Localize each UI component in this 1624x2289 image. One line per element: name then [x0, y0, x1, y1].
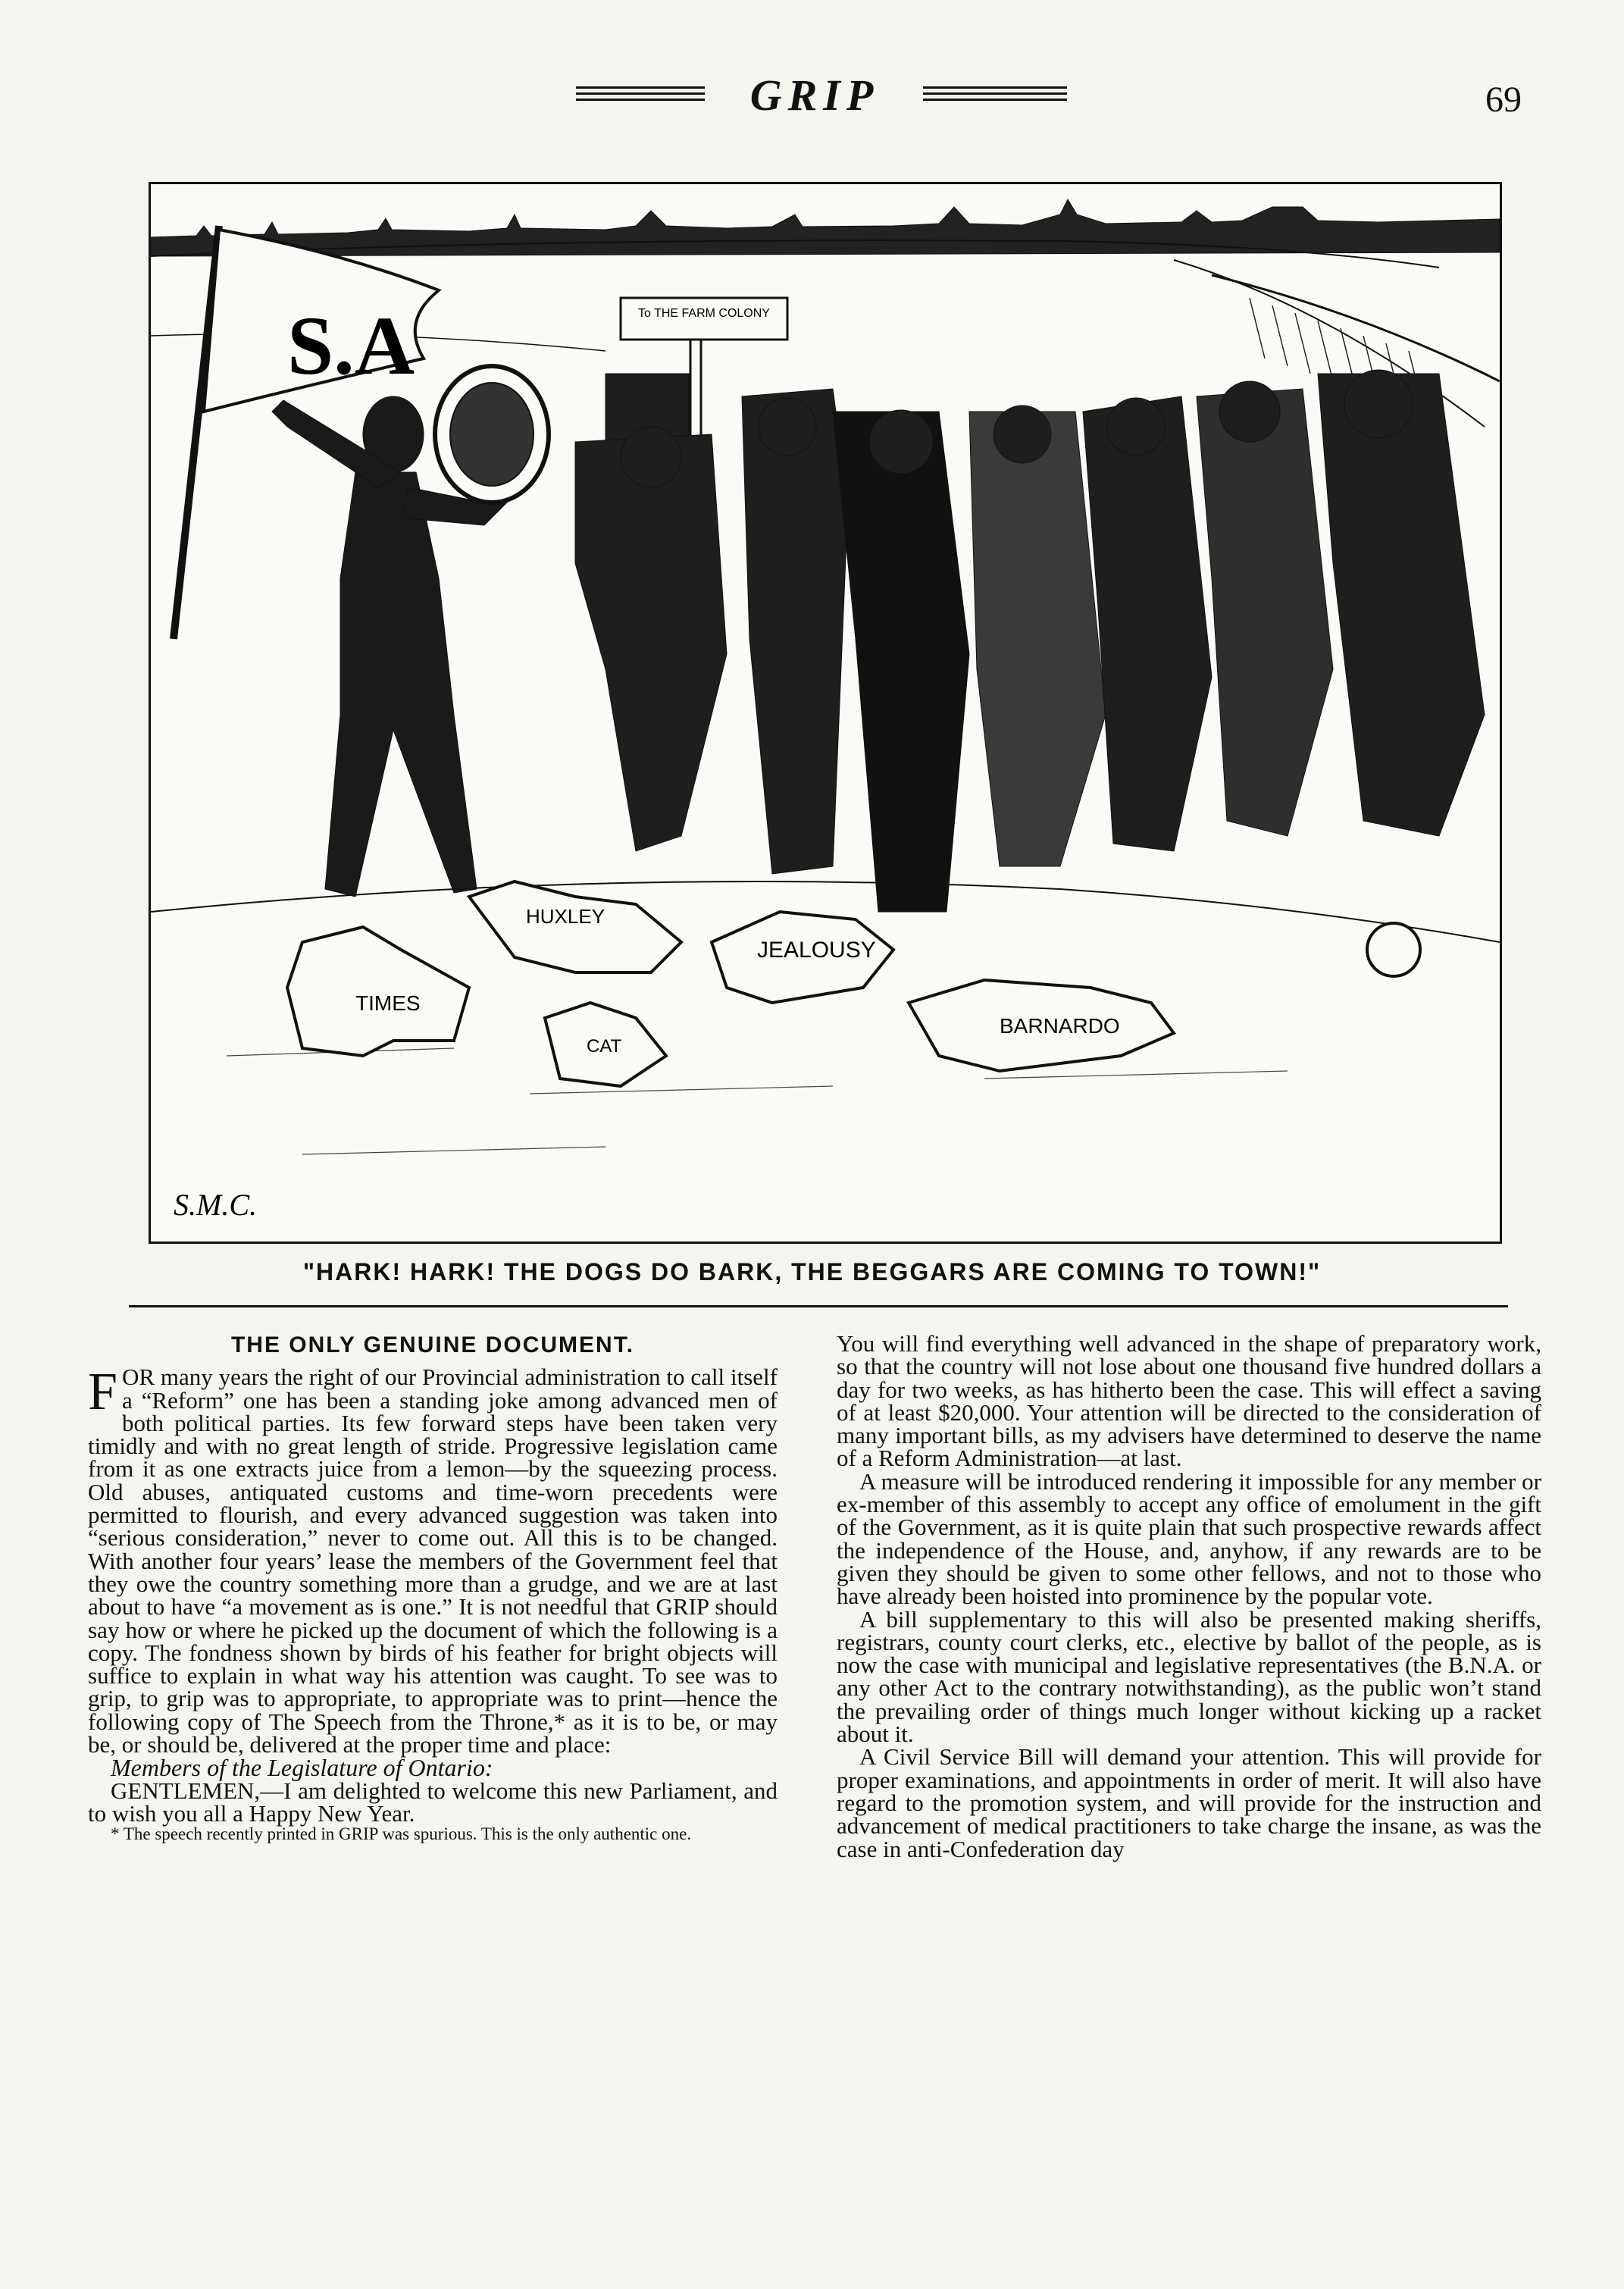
- intro-text: OR many years the right of our Provincial administration to call itself a “Reform” one has been a standing joke among advanced men of both political parties. Its few forward steps have been taken very timidly and with no great length of stride. Progressive legislation came from it as one extracts juice from a lemon—by the squeezing process. Old abuses, antiquated customs and time-worn precedents were permitted to flourish, and every advanced suggestion was taken into “serious consideration,” never to come out. All this is to be changed. With another four years’ lease the members of the Government feel that they owe the country something more than a grudge, and we are at last about to have “a movement as is one.” It is not needful that GRIP should say how or where he picked up the document of which the following is a copy. The fondness shown by birds of his feather for bright objects will suffice to explain in what way his attention was caught. To see was to grip, to grip was to appropriate, to appropriate was to print—hence the following copy of The Speech from the Throne,* as it is to be, or may be, or should be, delivered at the proper time and place:: [88, 1364, 778, 1758]
- article-heading: THE ONLY GENUINE DOCUMENT.: [230, 1332, 635, 1357]
- right-column: [837, 1332, 1541, 1861]
- dog-label-jealousy: JEALOUSY: [757, 938, 876, 963]
- masthead: [0, 70, 1624, 123]
- masthead-rule-right: [923, 86, 1067, 105]
- flag-text: S.A: [287, 299, 415, 392]
- right-paragraph-4: A Civil Service Bill will demand your attention. This will provide for proper examinations, and appointments in order of merit. It will also have regard to the promotion system, and will provide for the instruction and advancement of medical practitioners to take charge the insane, as was the case in anti-Confederation day: [837, 1743, 1541, 1862]
- artist-signature: S.M.C.: [174, 1188, 257, 1222]
- gentlemen-label: GENTLEMEN,: [111, 1777, 261, 1804]
- cartoon-caption: "HARK! HARK! THE DOGS DO BARK, THE BEGGARS ARE COMING TO TOWN!": [302, 1258, 1322, 1285]
- footnote: * The speech recently printed in GRIP was spurious. This is the only authentic one.: [111, 1824, 692, 1844]
- caption-divider: [129, 1305, 1508, 1307]
- dogs-pack: [287, 881, 1420, 1086]
- page-number: 69: [1485, 80, 1522, 120]
- signpost-text: To THE FARM COLONY: [638, 307, 770, 320]
- publication-title: GRIP: [749, 70, 880, 120]
- left-column: [88, 1332, 778, 1843]
- right-paragraph-1: You will find everything well advanced in the shape of preparatory work, so that the country will not lose about one thousand five hundred dollars a day for two weeks, as has hitherto been the case. This will effect a saving of at least $20,000. Your attention will be directed to the consideration of many important bills, as my advisers have determined to deserve the name of a Reform Administration—at last.: [837, 1330, 1541, 1472]
- dog-label-cat: CAT: [587, 1036, 622, 1057]
- cartoon-illustration: [149, 182, 1502, 1244]
- right-paragraph-3: A bill supplementary to this will also be presented making sheriffs, registrars, county court clerks, etc., elective by ballot of the people, as is now the case with municipal and legislative representatives (the B.N.A. or any other Act to the contrary notwithstanding), as the public won’t stand the prevailing order of things much longer without kicking up a racket about it.: [837, 1605, 1541, 1748]
- dog-label-huxley: HUXLEY: [526, 905, 605, 928]
- right-paragraph-2: A measure will be introduced rendering it impossible for any member or ex-member of this assembly to accept any office of emolument in the gift of the Government, as it is quite plain that such prospective rewards affect the independence of the House, and, anyhow, if any rewards are to be given they should be given to some other fellows, and not to those who have already been hoisted into prominence by the popular vote.: [837, 1467, 1541, 1610]
- intro-paragraph: [88, 1363, 778, 1758]
- drop-cap: F: [88, 1363, 117, 1422]
- crowd-of-beggars: [575, 370, 1485, 912]
- dog-label-barnardo: BARNARDO: [1000, 1014, 1120, 1038]
- gentlemen-text: —I am delighted to welcome this new Parliament, and to wish you all a Happy New Year.: [88, 1777, 778, 1827]
- salutation: Members of the Legislature of Ontario:: [111, 1754, 493, 1782]
- dog-label-times: TIMES: [355, 991, 421, 1015]
- gentlemen-paragraph: [88, 1777, 778, 1827]
